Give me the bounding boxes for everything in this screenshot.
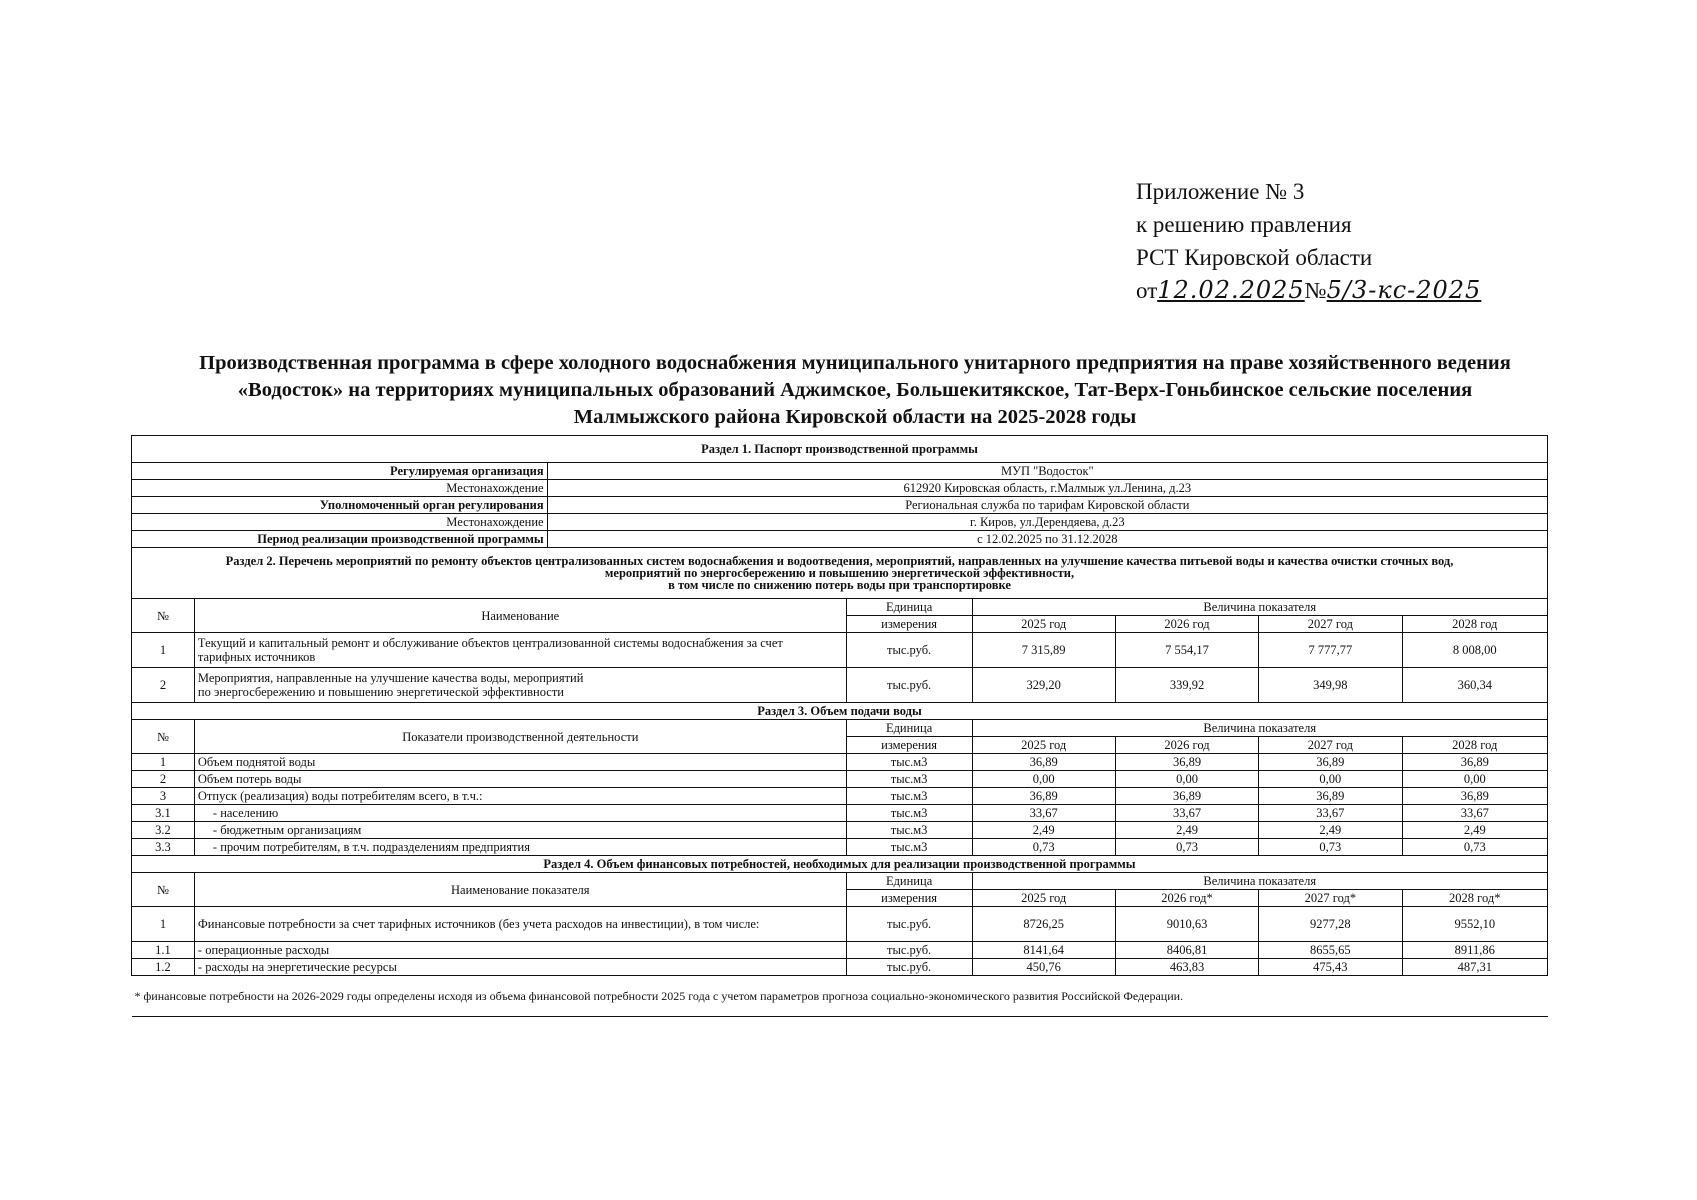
- appendix-block: [1136, 175, 1481, 307]
- number-prefix: №: [1304, 278, 1327, 303]
- col-unit-header-2: измерения: [846, 890, 972, 907]
- passport-row: [132, 531, 1548, 548]
- row-number: 1.1: [132, 942, 195, 959]
- table-row: [132, 805, 1548, 822]
- section2-heading-line3: в том числе по снижению потерь воды при транспортировке: [668, 578, 1011, 592]
- year-header: 2026 год: [1115, 616, 1258, 633]
- table-row: [132, 942, 1548, 959]
- row-number: 1: [132, 633, 195, 668]
- row-value: 0,73: [1115, 839, 1258, 856]
- row-number: 1.2: [132, 959, 195, 976]
- row-unit: тыс.руб.: [846, 668, 972, 703]
- row-value: 360,34: [1402, 668, 1547, 703]
- row-name: - расходы на энергетические ресурсы: [194, 959, 846, 976]
- col-unit-header: Единица: [846, 873, 972, 890]
- passport-value: г. Киров, ул.Дерендяева, д.23: [547, 514, 1547, 531]
- row-number: 1: [132, 754, 195, 771]
- row-value: 0,73: [1259, 839, 1402, 856]
- row-name-line2: тарифных источников: [197, 650, 316, 664]
- passport-value: 612920 Кировская область, г.Малмыж ул.Ленина, д.23: [547, 480, 1547, 497]
- col-unit-header-2: измерения: [846, 737, 972, 754]
- section4-heading: Раздел 4. Объем финансовых потребностей, необходимых для реализации производственной программы: [132, 856, 1548, 873]
- row-value: 7 554,17: [1115, 633, 1258, 668]
- year-header: 2027 год*: [1259, 890, 1402, 907]
- row-name: - прочим потребителям, в т.ч. подразделениям предприятия: [194, 839, 846, 856]
- program-table: [131, 435, 1548, 1017]
- row-value: 36,89: [1259, 788, 1402, 805]
- passport-value: с 12.02.2025 по 31.12.2028: [547, 531, 1547, 548]
- year-header: 2028 год: [1402, 616, 1547, 633]
- year-header: 2028 год: [1402, 737, 1547, 754]
- row-name-line2: по энергосбережению и повышению энергетической эффективности: [197, 685, 564, 699]
- row-value: 7 777,77: [1259, 633, 1402, 668]
- appendix-date-line: [1136, 274, 1481, 307]
- col-unit-header: Единица: [846, 599, 972, 616]
- row-value: 7 315,89: [972, 633, 1115, 668]
- section1-heading: Раздел 1. Паспорт производственной программы: [132, 436, 1548, 463]
- section2-heading-line1: Раздел 2. Перечень мероприятий по ремонту объектов централизованных систем водоснабжения и водоотведения, мероприятий, направленных на улучшение качества питьевой воды и качества очистки сточных вод,: [225, 554, 1454, 568]
- row-value: 36,89: [1259, 754, 1402, 771]
- passport-label: Регулируемая организация: [132, 463, 548, 480]
- passport-label: Уполномоченный орган регулирования: [132, 497, 548, 514]
- title-line-1: Производственная программа в сфере холодного водоснабжения муниципального унитарного предприятия на праве хозяйственного ведения: [199, 352, 1511, 374]
- table-row: [132, 839, 1548, 856]
- table-row: [132, 788, 1548, 805]
- row-unit: тыс.м3: [846, 839, 972, 856]
- row-value: 2,49: [1402, 822, 1547, 839]
- year-header: 2026 год*: [1115, 890, 1258, 907]
- row-number: 2: [132, 771, 195, 788]
- table-row: [132, 822, 1548, 839]
- row-value: 33,67: [1259, 805, 1402, 822]
- row-unit: тыс.м3: [846, 822, 972, 839]
- row-value: 33,67: [1115, 805, 1258, 822]
- year-header: 2028 год*: [1402, 890, 1547, 907]
- row-value: 0,00: [1259, 771, 1402, 788]
- col-unit-header-2: измерения: [846, 616, 972, 633]
- row-value: 9552,10: [1402, 907, 1547, 942]
- title-line-3: Малмыжского района Кировской области на 2025-2028 годы: [573, 406, 1137, 428]
- row-number: 1: [132, 907, 195, 942]
- col-number-header: №: [132, 599, 195, 633]
- row-value: 0,00: [1402, 771, 1547, 788]
- passport-row: [132, 514, 1548, 531]
- row-value: 2,49: [972, 822, 1115, 839]
- row-value: 9010,63: [1115, 907, 1258, 942]
- row-value: 8911,86: [1402, 942, 1547, 959]
- row-value: 8655,65: [1259, 942, 1402, 959]
- row-unit: тыс.м3: [846, 754, 972, 771]
- col-name-header: Показатели производственной деятельности: [194, 720, 846, 754]
- table-row: [132, 633, 1548, 668]
- passport-label: Период реализации производственной программы: [132, 531, 548, 548]
- row-value: 349,98: [1259, 668, 1402, 703]
- row-value: 463,83: [1115, 959, 1258, 976]
- row-value: 0,73: [972, 839, 1115, 856]
- row-name: [194, 668, 846, 703]
- passport-row: [132, 480, 1548, 497]
- year-header: 2027 год: [1259, 737, 1402, 754]
- row-value: 329,20: [972, 668, 1115, 703]
- row-name: - операционные расходы: [194, 942, 846, 959]
- col-name-header: Наименование: [194, 599, 846, 633]
- row-unit: тыс.м3: [846, 788, 972, 805]
- document-title: [100, 350, 1610, 431]
- year-header: 2027 год: [1259, 616, 1402, 633]
- table-row: [132, 754, 1548, 771]
- row-number: 2: [132, 668, 195, 703]
- row-value: 36,89: [972, 754, 1115, 771]
- row-value: 475,43: [1259, 959, 1402, 976]
- row-value: 9277,28: [1259, 907, 1402, 942]
- row-value: 36,89: [1115, 788, 1258, 805]
- footnote: * финансовые потребности на 2026-2029 годы определены исходя из объема финансовой потребности 2025 года с учетом параметров прогноза социально-экономического развития Российской Федерации.: [132, 976, 1548, 1017]
- row-value: 487,31: [1402, 959, 1547, 976]
- row-name-line1: Текущий и капитальный ремонт и обслуживание объектов централизованной системы водоснабжения за счет: [197, 636, 783, 650]
- row-unit: тыс.руб.: [846, 942, 972, 959]
- col-value-header: Величина показателя: [972, 873, 1548, 890]
- row-value: 2,49: [1259, 822, 1402, 839]
- row-name: - населению: [194, 805, 846, 822]
- section2-heading: [132, 548, 1548, 599]
- row-name: - бюджетным организациям: [194, 822, 846, 839]
- row-value: 339,92: [1115, 668, 1258, 703]
- row-value: 36,89: [1402, 754, 1547, 771]
- from-prefix: от: [1136, 278, 1158, 303]
- row-name: Объем потерь воды: [194, 771, 846, 788]
- row-number: 3.1: [132, 805, 195, 822]
- row-value: 8406,81: [1115, 942, 1258, 959]
- row-value: 8141,64: [972, 942, 1115, 959]
- passport-row: [132, 463, 1548, 480]
- table-row: [132, 668, 1548, 703]
- row-value: 450,76: [972, 959, 1115, 976]
- year-header: 2025 год: [972, 890, 1115, 907]
- row-value: 36,89: [972, 788, 1115, 805]
- col-number-header: №: [132, 873, 195, 907]
- row-unit: тыс.м3: [846, 771, 972, 788]
- row-number: 3: [132, 788, 195, 805]
- row-unit: тыс.м3: [846, 805, 972, 822]
- col-number-header: №: [132, 720, 195, 754]
- passport-value: Региональная служба по тарифам Кировской области: [547, 497, 1547, 514]
- passport-value: МУП "Водосток": [547, 463, 1547, 480]
- col-value-header: Величина показателя: [972, 720, 1548, 737]
- title-line-2: «Водосток» на территориях муниципальных образований Аджимское, Большекитякское, Тат-Верх-Гоньбинское сельские поселения: [237, 379, 1473, 401]
- row-value: 0,00: [1115, 771, 1258, 788]
- row-value: 2,49: [1115, 822, 1258, 839]
- row-value: 33,67: [972, 805, 1115, 822]
- section3-heading: Раздел 3. Объем подачи воды: [132, 703, 1548, 720]
- table-row: [132, 771, 1548, 788]
- row-value: 33,67: [1402, 805, 1547, 822]
- passport-row: [132, 497, 1548, 514]
- row-name: Отпуск (реализация) воды потребителям всего, в т.ч.:: [194, 788, 846, 805]
- passport-label: Местонахождение: [132, 480, 548, 497]
- row-value: 36,89: [1115, 754, 1258, 771]
- row-name: Финансовые потребности за счет тарифных источников (без учета расходов на инвестиции), в том числе:: [194, 907, 846, 942]
- appendix-authority: РСТ Кировской области: [1136, 245, 1373, 270]
- year-header: 2026 год: [1115, 737, 1258, 754]
- passport-label: Местонахождение: [132, 514, 548, 531]
- col-name-header: Наименование показателя: [194, 873, 846, 907]
- year-header: 2025 год: [972, 616, 1115, 633]
- row-value: 8 008,00: [1402, 633, 1547, 668]
- section2-heading-line2: мероприятий по энергосбережению и повышению энергетической эффективности,: [604, 566, 1075, 580]
- col-unit-header: Единица: [846, 720, 972, 737]
- row-unit: тыс.руб.: [846, 633, 972, 668]
- row-value: 36,89: [1402, 788, 1547, 805]
- row-value: 0,00: [972, 771, 1115, 788]
- appendix-number: Приложение № 3: [1136, 179, 1305, 204]
- row-number: 3.3: [132, 839, 195, 856]
- col-value-header: Величина показателя: [972, 599, 1548, 616]
- table-row: [132, 907, 1548, 942]
- year-header: 2025 год: [972, 737, 1115, 754]
- row-number: 3.2: [132, 822, 195, 839]
- row-name-line1: Мероприятия, направленные на улучшение качества воды, мероприятий: [197, 671, 584, 685]
- row-value: 0,73: [1402, 839, 1547, 856]
- table-row: [132, 959, 1548, 976]
- row-name: [194, 633, 846, 668]
- row-unit: тыс.руб.: [846, 959, 972, 976]
- appendix-decision: к решению правления: [1136, 212, 1352, 237]
- row-value: 8726,25: [972, 907, 1115, 942]
- row-unit: тыс.руб.: [846, 907, 972, 942]
- handwritten-date: 12.02.2025: [1157, 276, 1305, 304]
- handwritten-number: 5/3-кс-2025: [1326, 276, 1482, 304]
- row-name: Объем поднятой воды: [194, 754, 846, 771]
